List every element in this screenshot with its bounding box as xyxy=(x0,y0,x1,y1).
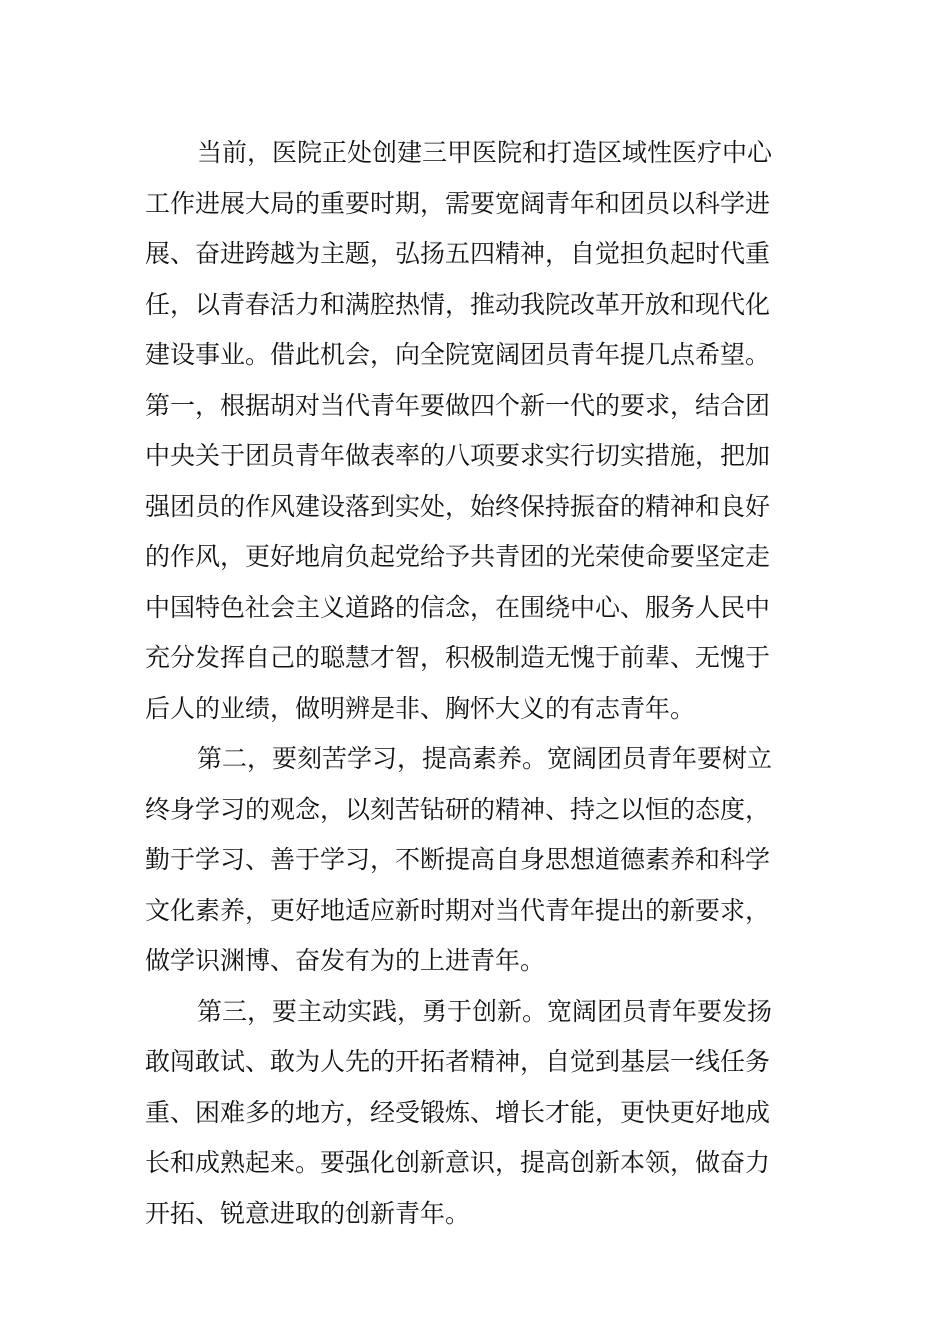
text-line: 终身学习的观念，以刻苦钻研的精神、持之以恒的态度， xyxy=(145,794,771,824)
text-line: 第一，根据胡对当代青年要做四个新一代的要求，结合团 xyxy=(145,390,771,420)
text-line: 中国特色社会主义道路的信念，在围绕中心、服务人民中 xyxy=(145,592,771,622)
text-line: 重、困难多的地方，经受锻炼、增长才能，更快更好地成 xyxy=(145,1097,771,1127)
text-line: 的作风，更好地肩负起党给予共青团的光荣使命要坚定走 xyxy=(145,542,771,571)
text-line: 建设事业。借此机会，向全院宽阔团员青年提几点希望。 xyxy=(145,340,771,369)
text-line: 第三，要主动实践，勇于创新。宽阔团员青年要发扬 xyxy=(197,996,773,1026)
text-line: 第二，要刻苦学习，提高素养。宽阔团员青年要树立 xyxy=(197,744,773,773)
text-line: 敢闯敢试、敢为人先的开拓者精神，自觉到基层一线任务 xyxy=(145,1047,771,1076)
text-line: 任，以青春活力和满腔热情，推动我院改革开放和现代化 xyxy=(145,289,771,319)
document-body xyxy=(145,128,810,1239)
text-line: 工作进展大局的重要时期，需要宽阔青年和团员以科学进 xyxy=(145,188,771,218)
text-line: 展、奋进跨越为主题，弘扬五四精神，自觉担负起时代重 xyxy=(145,239,771,268)
text-line: 勤于学习、善于学习，不断提高自身思想道德素养和科学 xyxy=(145,845,771,874)
text-line: 长和成熟起来。要强化创新意识，提高创新本领，做奋力 xyxy=(145,1148,771,1177)
text-line: 充分发挥自己的聪慧才智，积极制造无愧于前辈、无愧于 xyxy=(145,643,771,672)
text-line: 开拓、锐意进取的创新青年。 xyxy=(145,1198,471,1228)
text-line: 后人的业绩，做明辨是非、胸怀大义的有志青年。 xyxy=(145,693,696,723)
text-line: 当前，医院正处创建三甲医院和打造区域性医疗中心 xyxy=(197,138,773,167)
text-line: 中央关于团员青年做表率的八项要求实行切实措施，把加 xyxy=(145,441,771,470)
text-line: 文化素养，更好地适应新时期对当代青年提出的新要求， xyxy=(145,895,771,925)
text-line: 做学识渊博、奋发有为的上进青年。 xyxy=(145,946,546,975)
text-line: 强团员的作风建设落到实处，始终保持振奋的精神和良好 xyxy=(145,491,771,521)
